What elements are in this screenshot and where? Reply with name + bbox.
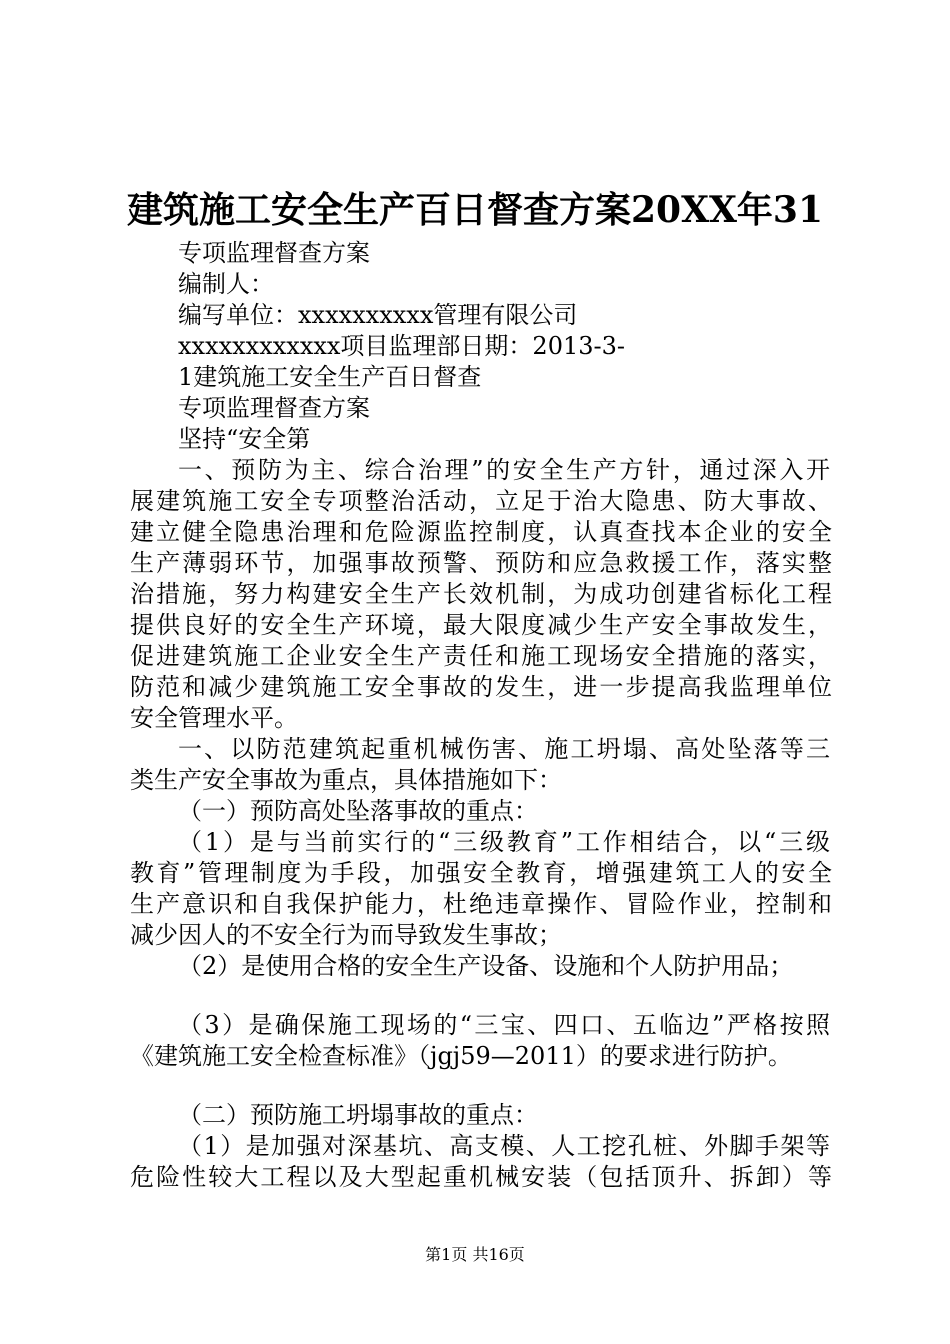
body-line: 治措施，努力构建安全生产长效机制，为成功创建省标化工程 bbox=[130, 580, 832, 608]
body-line: 安全管理水平。 bbox=[130, 704, 298, 732]
body-line: （2）是使用合格的安全生产设备、设施和个人防护用品； bbox=[178, 952, 794, 980]
body-line: （3）是确保施工现场的“三宝、四口、五临边”严格按照 bbox=[178, 1011, 830, 1039]
body-line: 提供良好的安全生产环境，最大限度减少生产安全事故发生， bbox=[130, 611, 832, 639]
body-line: 类生产安全事故为重点，具体措施如下： bbox=[130, 766, 562, 794]
body-line: 坚持“安全第 bbox=[178, 425, 311, 453]
body-line: xxxxxxxxxxxx项目监理部日期：2013-3- bbox=[178, 332, 625, 360]
body-line: 1建筑施工安全生产百日督查 bbox=[178, 363, 482, 391]
body-line: 生产意识和自我保护能力，杜绝违章操作、冒险作业，控制和 bbox=[130, 890, 832, 918]
body-line: （一）预防高处坠落事故的重点： bbox=[178, 797, 538, 825]
body-line: 一、预防为主、综合治理”的安全生产方针，通过深入开 bbox=[178, 456, 830, 484]
body-line: （1）是加强对深基坑、高支模、人工挖孔桩、外脚手架等 bbox=[178, 1132, 830, 1160]
body-line: 促进建筑施工企业安全生产责任和施工现场安全措施的落实， bbox=[130, 642, 832, 670]
body-line: 减少因人的不安全行为而导致发生事故； bbox=[130, 921, 562, 949]
body-line: 专项监理督查方案 bbox=[178, 239, 370, 267]
page-footer: 第1页 共16页 bbox=[425, 1245, 525, 1264]
body-line: 编写单位：xxxxxxxxxx管理有限公司 bbox=[178, 301, 578, 329]
body-line: （1）是与当前实行的“三级教育”工作相结合，以“三级 bbox=[178, 828, 830, 856]
body-line: 生产薄弱环节，加强事故预警、预防和应急救援工作，落实整 bbox=[130, 549, 832, 577]
body-line: （二）预防施工坍塌事故的重点： bbox=[178, 1101, 538, 1129]
body-line: 一、以防范建筑起重机械伤害、施工坍塌、高处坠落等三 bbox=[178, 735, 830, 763]
body-line: 编制人： bbox=[178, 270, 274, 298]
body-line: 教育”管理制度为手段，加强安全教育，增强建筑工人的安全 bbox=[130, 859, 832, 887]
body-line: 建立健全隐患治理和危险源监控制度，认真查找本企业的安全 bbox=[130, 518, 832, 546]
body-line: 专项监理督查方案 bbox=[178, 394, 370, 422]
body-line: 防范和减少建筑施工安全事故的发生，进一步提高我监理单位 bbox=[130, 673, 832, 701]
body-line: 《建筑施工安全检查标准》（jgj59—2011）的要求进行防护。 bbox=[130, 1042, 792, 1070]
body-line: 展建筑施工安全专项整治活动，立足于治大隐患、防大事故、 bbox=[130, 487, 832, 515]
body-line: 危险性较大工程以及大型起重机械安装（包括顶升、拆卸）等 bbox=[130, 1163, 832, 1191]
document-title: 建筑施工安全生产百日督查方案20XX年31 bbox=[126, 189, 824, 231]
